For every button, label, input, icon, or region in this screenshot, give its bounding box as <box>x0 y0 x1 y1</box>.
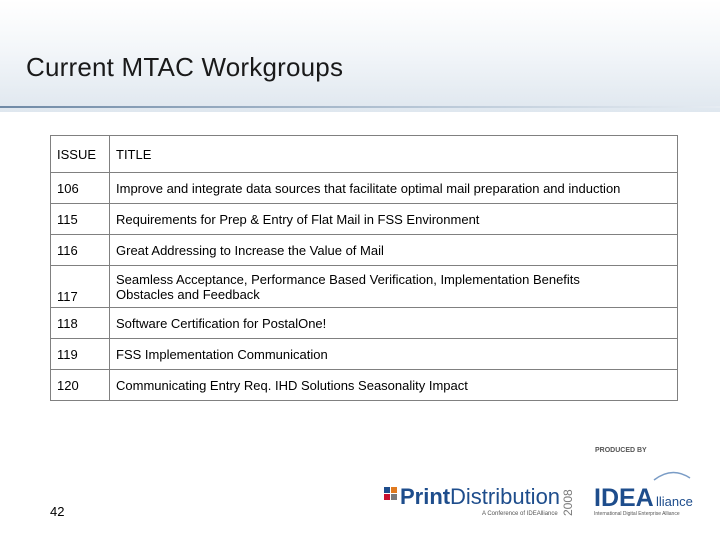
idea-tagline: International Digital Enterprise Alliance <box>594 511 680 517</box>
title-cell: Improve and integrate data sources that facilitate optimal mail preparation and induction <box>110 173 678 204</box>
logo-print-text: Print <box>400 484 451 509</box>
title-line: Obstacles and Feedback <box>116 286 260 302</box>
title-line: Seamless Acceptance, Performance Based Verification, Implementation Benefits <box>116 271 580 287</box>
logo-tagline: A Conference of IDEAlliance <box>482 511 558 517</box>
table-row <box>51 235 678 266</box>
swoosh-icon <box>654 472 690 480</box>
issue-cell: 119 <box>51 339 110 370</box>
issue-cell: 120 <box>51 370 110 401</box>
issue-cell: 118 <box>51 308 110 339</box>
table-row <box>51 204 678 235</box>
idealliance-logo <box>594 447 693 517</box>
logo-square-icon <box>384 487 390 493</box>
title-cell: Requirements for Prep & Entry of Flat Mail in FSS Environment <box>110 204 678 235</box>
issue-cell: 115 <box>51 204 110 235</box>
table-header-row <box>51 136 678 173</box>
table-row <box>51 370 678 401</box>
title-header: TITLE <box>110 136 678 173</box>
title-cell: Great Addressing to Increase the Value of Mail <box>110 235 678 266</box>
title-cell: FSS Implementation Communication <box>110 339 678 370</box>
logo-lliance-text: lliance <box>656 494 693 509</box>
logo-square-icon <box>391 494 397 500</box>
title-cell: Software Certification for PostalOne! <box>110 308 678 339</box>
issue-cell: 116 <box>51 235 110 266</box>
issue-header: ISSUE <box>51 136 110 173</box>
issue-cell: 117 <box>51 266 110 308</box>
slide-title: Current MTAC Workgroups <box>26 52 344 82</box>
produced-by-label: PRODUCED BY <box>595 447 647 454</box>
logo-distribution-text: Distribution <box>450 484 561 509</box>
table-row <box>51 266 678 308</box>
sponsor-logos <box>382 440 702 522</box>
logo-square-icon <box>384 494 390 500</box>
issue-cell: 106 <box>51 173 110 204</box>
logo-idea-text: IDEA <box>594 484 654 512</box>
workgroups-table <box>50 135 678 401</box>
table-row <box>51 339 678 370</box>
table-row <box>51 308 678 339</box>
print-distribution-logo <box>384 484 575 517</box>
logo-year: 2008 <box>561 489 575 516</box>
title-cell <box>110 266 678 308</box>
page-number: 42 <box>50 504 65 519</box>
title-cell: Communicating Entry Req. IHD Solutions Seasonality Impact <box>110 370 678 401</box>
title-divider <box>0 106 720 108</box>
logo-square-icon <box>391 487 397 493</box>
table-row <box>51 173 678 204</box>
